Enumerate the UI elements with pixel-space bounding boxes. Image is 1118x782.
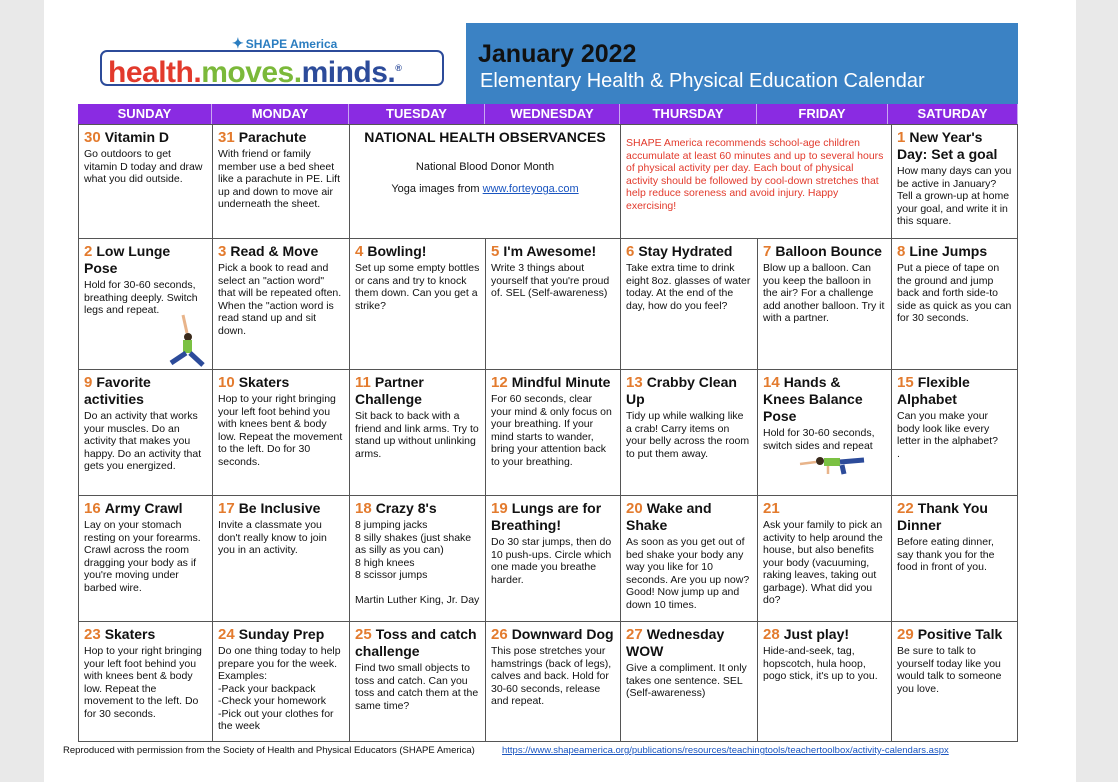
activity-description: Put a piece of tape on the ground and jump back and forth side-to side as quick as you can for 30 seconds. [897,262,1012,324]
weekday-header [78,104,1018,124]
calendar-cell-2 [78,238,213,370]
activity-title: Parachute [238,129,307,145]
calendar-cell-31 [212,124,350,239]
day-number: 31 [218,129,235,146]
calendar-grid [78,124,1018,744]
calendar-cell-25 [349,621,486,742]
day-number: 28 [763,626,780,643]
logo-registered: ® [395,63,402,73]
day-number: 18 [355,500,372,517]
calendar-cell-21 [757,495,892,622]
activity-description: Hold for 30-60 seconds, breathing deeply. Switch legs and repeat. [84,279,198,316]
day-number: 24 [218,626,235,643]
activity-title: Flexible Alphabet [897,374,970,407]
logo-brand-text: SHAPE America [245,37,338,51]
day-tuesday: TUESDAY [349,104,485,124]
calendar-cell-29 [891,621,1018,742]
activity-description: Hop to your right bringing your left foot behind you with knees bent & body low. Repeat the movement to the left. Do for 30 seconds. [218,393,343,468]
day-monday: MONDAY [212,104,349,124]
calendar-cell-20 [620,495,758,622]
day-wednesday: WEDNESDAY [485,104,620,124]
activity-title: Low Lunge Pose [84,243,171,276]
day-number: 19 [491,500,508,517]
day-number: 27 [626,626,643,643]
activity-title: Read & Move [230,243,319,259]
calendar-cell-12 [485,369,621,496]
activity-description: Do 30 star jumps, then do 10 push-ups. Circle which one made you breathe harder. [491,536,612,586]
activity-title: Skaters [104,626,156,642]
activity-description: Take extra time to drink eight 8oz. glasses of water today. At the end of the day, how do you feel? [626,262,751,312]
activity-title: Crazy 8's [375,500,437,516]
logo-wordmark [100,50,444,89]
activity-description: Hide-and-seek, tag, hopscotch, hula hoop, pogo stick, it's up to you. [763,645,878,682]
activity-title: Line Jumps [909,243,988,259]
recommendation-note: SHAPE America recommends school-age children accumulate at least 60 minutes and up to several hours of physical activity per day. Each bout of physical activity should be followed by cool-down stretches that help reduce soreness and avoid injury. Happy exercising! [626,137,884,212]
calendar-cell-23 [78,621,213,742]
activity-description: Before eating dinner, say thank you for the food in front of you. [897,536,995,573]
activity-description: Give a compliment. It only takes one sentence. SEL (Self-awareness) [626,662,747,699]
calendar-cell-28 [757,621,892,742]
calendar-cell-24 [212,621,350,742]
activity-description: Write 3 things about yourself that you're proud of. SEL (Self-awareness) [491,262,610,299]
calendar-cell-8 [891,238,1018,370]
activity-description: As soon as you get out of bed shake your body any way you like for 10 seconds. Are you up now? Good! Now jump up and down 10 times. [626,536,750,611]
activity-description: Find two small objects to toss and catch. Can you toss and catch them at the same time? [355,662,479,712]
activity-description: With friend or family member use a bed sheet like a parachute in PE. Lift up and down to move air underneath the sheet. [218,148,340,210]
day-number: 30 [84,129,101,146]
calendar-cell-6 [620,238,758,370]
balance-pose-figure [798,452,882,476]
day-number: 26 [491,626,508,643]
activity-title: Wednesday WOW [626,626,725,659]
activity-description: Be sure to talk to yourself today like you would talk to someone you love. [897,645,1002,695]
activity-description: Pick a book to read and select an "action word" that will be repeated often. When the "action word is read stand up and sit down. [218,262,342,337]
calendar-cell-3 [212,238,350,370]
activity-title: Hands & Knees Balance Pose [763,374,863,424]
day-number: 1 [897,129,906,146]
calendar-cell-17 [212,495,350,622]
day-number: 21 [763,500,780,517]
activity-title: Balloon Bounce [775,243,882,259]
calendar-cell-14 [757,369,892,496]
activity-title: Crabby Clean Up [626,374,737,407]
activity-title: Positive Talk [917,626,1003,642]
activity-description: This pose stretches your hamstrings (back of legs), calves and back. Hold for 30-60 seconds, release and repeat. [491,645,612,707]
day-number: 15 [897,374,914,391]
footer-url-link[interactable]: https://www.shapeamerica.org/publications/resources/teachingtools/teachertoolbox/activity-calendars.aspx [502,745,949,756]
activity-title: Sunday Prep [238,626,325,642]
day-number: 14 [763,374,780,391]
day-thursday: THURSDAY [620,104,757,124]
calendar-cell-15 [891,369,1018,496]
day-number: 13 [626,374,643,391]
day-number: 4 [355,243,364,260]
day-number: 7 [763,243,772,260]
day-number: 9 [84,374,93,391]
calendar-cell-18 [349,495,486,622]
yoga-credit [355,183,615,195]
activity-description: Blow up a balloon. Can you keep the balloon in the air? For a challenge add another balloon. Try it with a partner. [763,262,885,324]
day-number: 11 [355,374,371,391]
yoga-credit-text: Yoga images from [391,183,483,195]
activity-title: Downward Dog [511,626,614,642]
activity-title: Be Inclusive [238,500,321,516]
activity-title: New Year's Day: Set a goal [897,129,998,162]
calendar-cell-19 [485,495,621,622]
activity-description: Do one thing today to help prepare you for the week. Examples: -Pack your backpack -Check your homework -Pick out your clothes for the week [218,645,341,732]
day-number: 25 [355,626,372,643]
calendar-cell-7 [757,238,892,370]
activity-description: Can you make your body look like every letter in the alphabet? . [897,410,998,460]
logo-word-health: health. [108,56,202,89]
day-number: 29 [897,626,914,643]
page-title: January 2022 [478,40,637,68]
activity-title: Partner Challenge [355,374,424,407]
calendar-cell-9 [78,369,213,496]
activity-description: Hop to your right bringing your left foot behind you with knees bent & body low. Repeat the movement to the left. Do for 30 seconds. [84,645,202,720]
calendar-cell-13 [620,369,758,496]
star-icon: ✦ [232,35,244,51]
day-number: 23 [84,626,101,643]
day-number: 2 [84,243,93,260]
calendar-cell-1 [891,124,1018,239]
activity-title: Bowling! [367,243,427,259]
day-saturday: SATURDAY [888,104,1018,124]
activity-title: Just play! [783,626,850,642]
observances-title: NATIONAL HEALTH OBSERVANCES [364,129,606,145]
activity-description: 8 jumping jacks 8 silly shakes (just shake as silly as you can) 8 high knees 8 scissor jumps Martin Luther King, Jr. Day [355,519,480,606]
activity-title: Thank You Dinner [897,500,988,533]
activity-title: Favorite activities [84,374,151,407]
low-lunge-figure [161,311,211,369]
day-number: 10 [218,374,235,391]
calendar-cell-22 [891,495,1018,622]
logo-word-minds: minds. [301,56,396,89]
activity-title: I'm Awesome! [503,243,597,259]
activity-description: How many days can you be active in January? Tell a grown-up at home your goal, and write it in this square. [897,165,1012,227]
day-number: 16 [84,500,101,517]
calendar-cell-5 [485,238,621,370]
day-friday: FRIDAY [757,104,888,124]
calendar-cell-11 [349,369,486,496]
day-number: 6 [626,243,635,260]
activity-description: Hold for 30-60 seconds, switch sides and repeat [763,427,875,452]
day-number: 22 [897,500,914,517]
footer-credit: Reproduced with permission from the Society of Health and Physical Educators (SHAPE America) [63,745,475,756]
logo-word-moves: moves. [201,56,302,89]
activity-description: Lay on your stomach resting on your forearms. Crawl across the room dragging your body as if you're moving under barbed wire. [84,519,201,594]
activity-title: Army Crawl [104,500,183,516]
calendar-cell-26 [485,621,621,742]
day-number: 20 [626,500,643,517]
day-number: 12 [491,374,508,391]
forteyoga-link[interactable]: www.forteyoga.com [482,183,579,195]
day-number: 8 [897,243,906,260]
activity-title: Skaters [238,374,290,390]
calendar-cell-30 [78,124,213,239]
observances-cell [349,124,621,239]
activity-title: Lungs are for Breathing! [491,500,602,533]
day-number: 5 [491,243,500,260]
activity-description: Tidy up while walking like a crab! Carry items on your belly across the room to put them away. [626,410,750,460]
activity-title: Mindful Minute [511,374,611,390]
calendar-cell-16 [78,495,213,622]
day-sunday: SUNDAY [78,104,212,124]
shape-america-logo [100,32,450,94]
activity-description: Sit back to back with a friend and link arms. Try to stand up without unlinking arms. [355,410,479,460]
activity-description: Set up some empty bottles or cans and try to knock them down. Can you get a strike? [355,262,480,312]
observance-item: National Blood Donor Month [415,161,555,173]
activity-description: For 60 seconds, clear your mind & only focus on your breathing. If your mind starts to wander, bring your attention back to your breathing. [491,393,612,468]
activity-title: Wake and Shake [626,500,712,533]
activity-title: Vitamin D [104,129,169,145]
calendar-cell-10 [212,369,350,496]
activity-description: Go outdoors to get vitamin D today and draw what you did outside. [84,148,203,185]
day-number: 17 [218,500,235,517]
calendar-cell-4 [349,238,486,370]
calendar-cell-27 [620,621,758,742]
activity-description: Do an activity that works your muscles. Do an activity that makes you happy. Do an activity that gets you energized. [84,410,202,472]
page-subtitle: Elementary Health & Physical Education Calendar [480,70,925,92]
activity-title: Toss and catch challenge [355,626,477,659]
day-number: 3 [218,243,227,260]
activity-title: Stay Hydrated [638,243,733,259]
activity-description: Ask your family to pick an activity to help around the house, but also benefits your body (vacuuming, raking leaves, taking out garbage). What did you do? [763,519,883,606]
activity-description: Invite a classmate you don't really know to join you in an activity. [218,519,327,556]
recommendation-cell [620,124,892,239]
